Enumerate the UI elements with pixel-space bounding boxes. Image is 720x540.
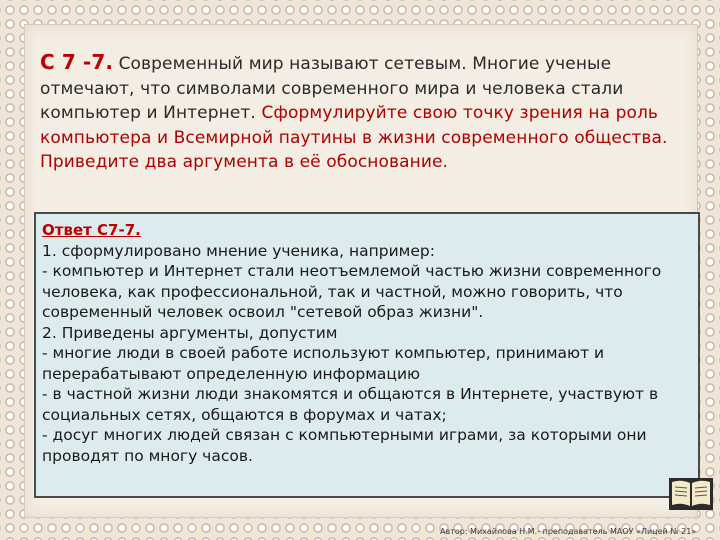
answer-line: 2. Приведены аргументы, допустим [42,323,338,342]
question-task: Сформулируйте свою точку зрения на роль компьютера и Всемирной паутины в жизни современного общества. Приведите два аргумента в её обоснование. [40,103,668,172]
answer-line: 1. сформулировано мнение ученика, например: [42,241,435,260]
answer-line: - досуг многих людей связан с компьютерными играми, за которыми они проводят по многу часов. [42,426,647,465]
open-book-icon[interactable] [668,470,714,516]
question-block [40,50,680,175]
answer-box [34,212,700,498]
answer-line: - многие люди в своей работе используют компьютер, принимают и перерабатывают определенную информацию [42,344,605,383]
answer-title: Ответ С7-7. [42,221,141,239]
question-text: Современный мир называют сетевым. Многие ученые отмечают, что символами современного мира и человека стали компьютер и Интернет. [40,54,624,123]
answer-line: - компьютер и Интернет стали неотъемлемой частью жизни современного человека, как профессиональной, так и частной, можно говорить, что современный человек освоил "сетевой образ жизни". [42,262,662,321]
answer-line: - в частной жизни люди знакомятся и общаются в Интернете, участвуют в социальных сетях, общаются в форумах и чатах; [42,385,659,424]
question-code: С 7 -7. [40,50,114,74]
author-footer: Автор: Михайлова Н.М.- преподаватель МАОУ «Лицей № 21» [440,527,697,536]
